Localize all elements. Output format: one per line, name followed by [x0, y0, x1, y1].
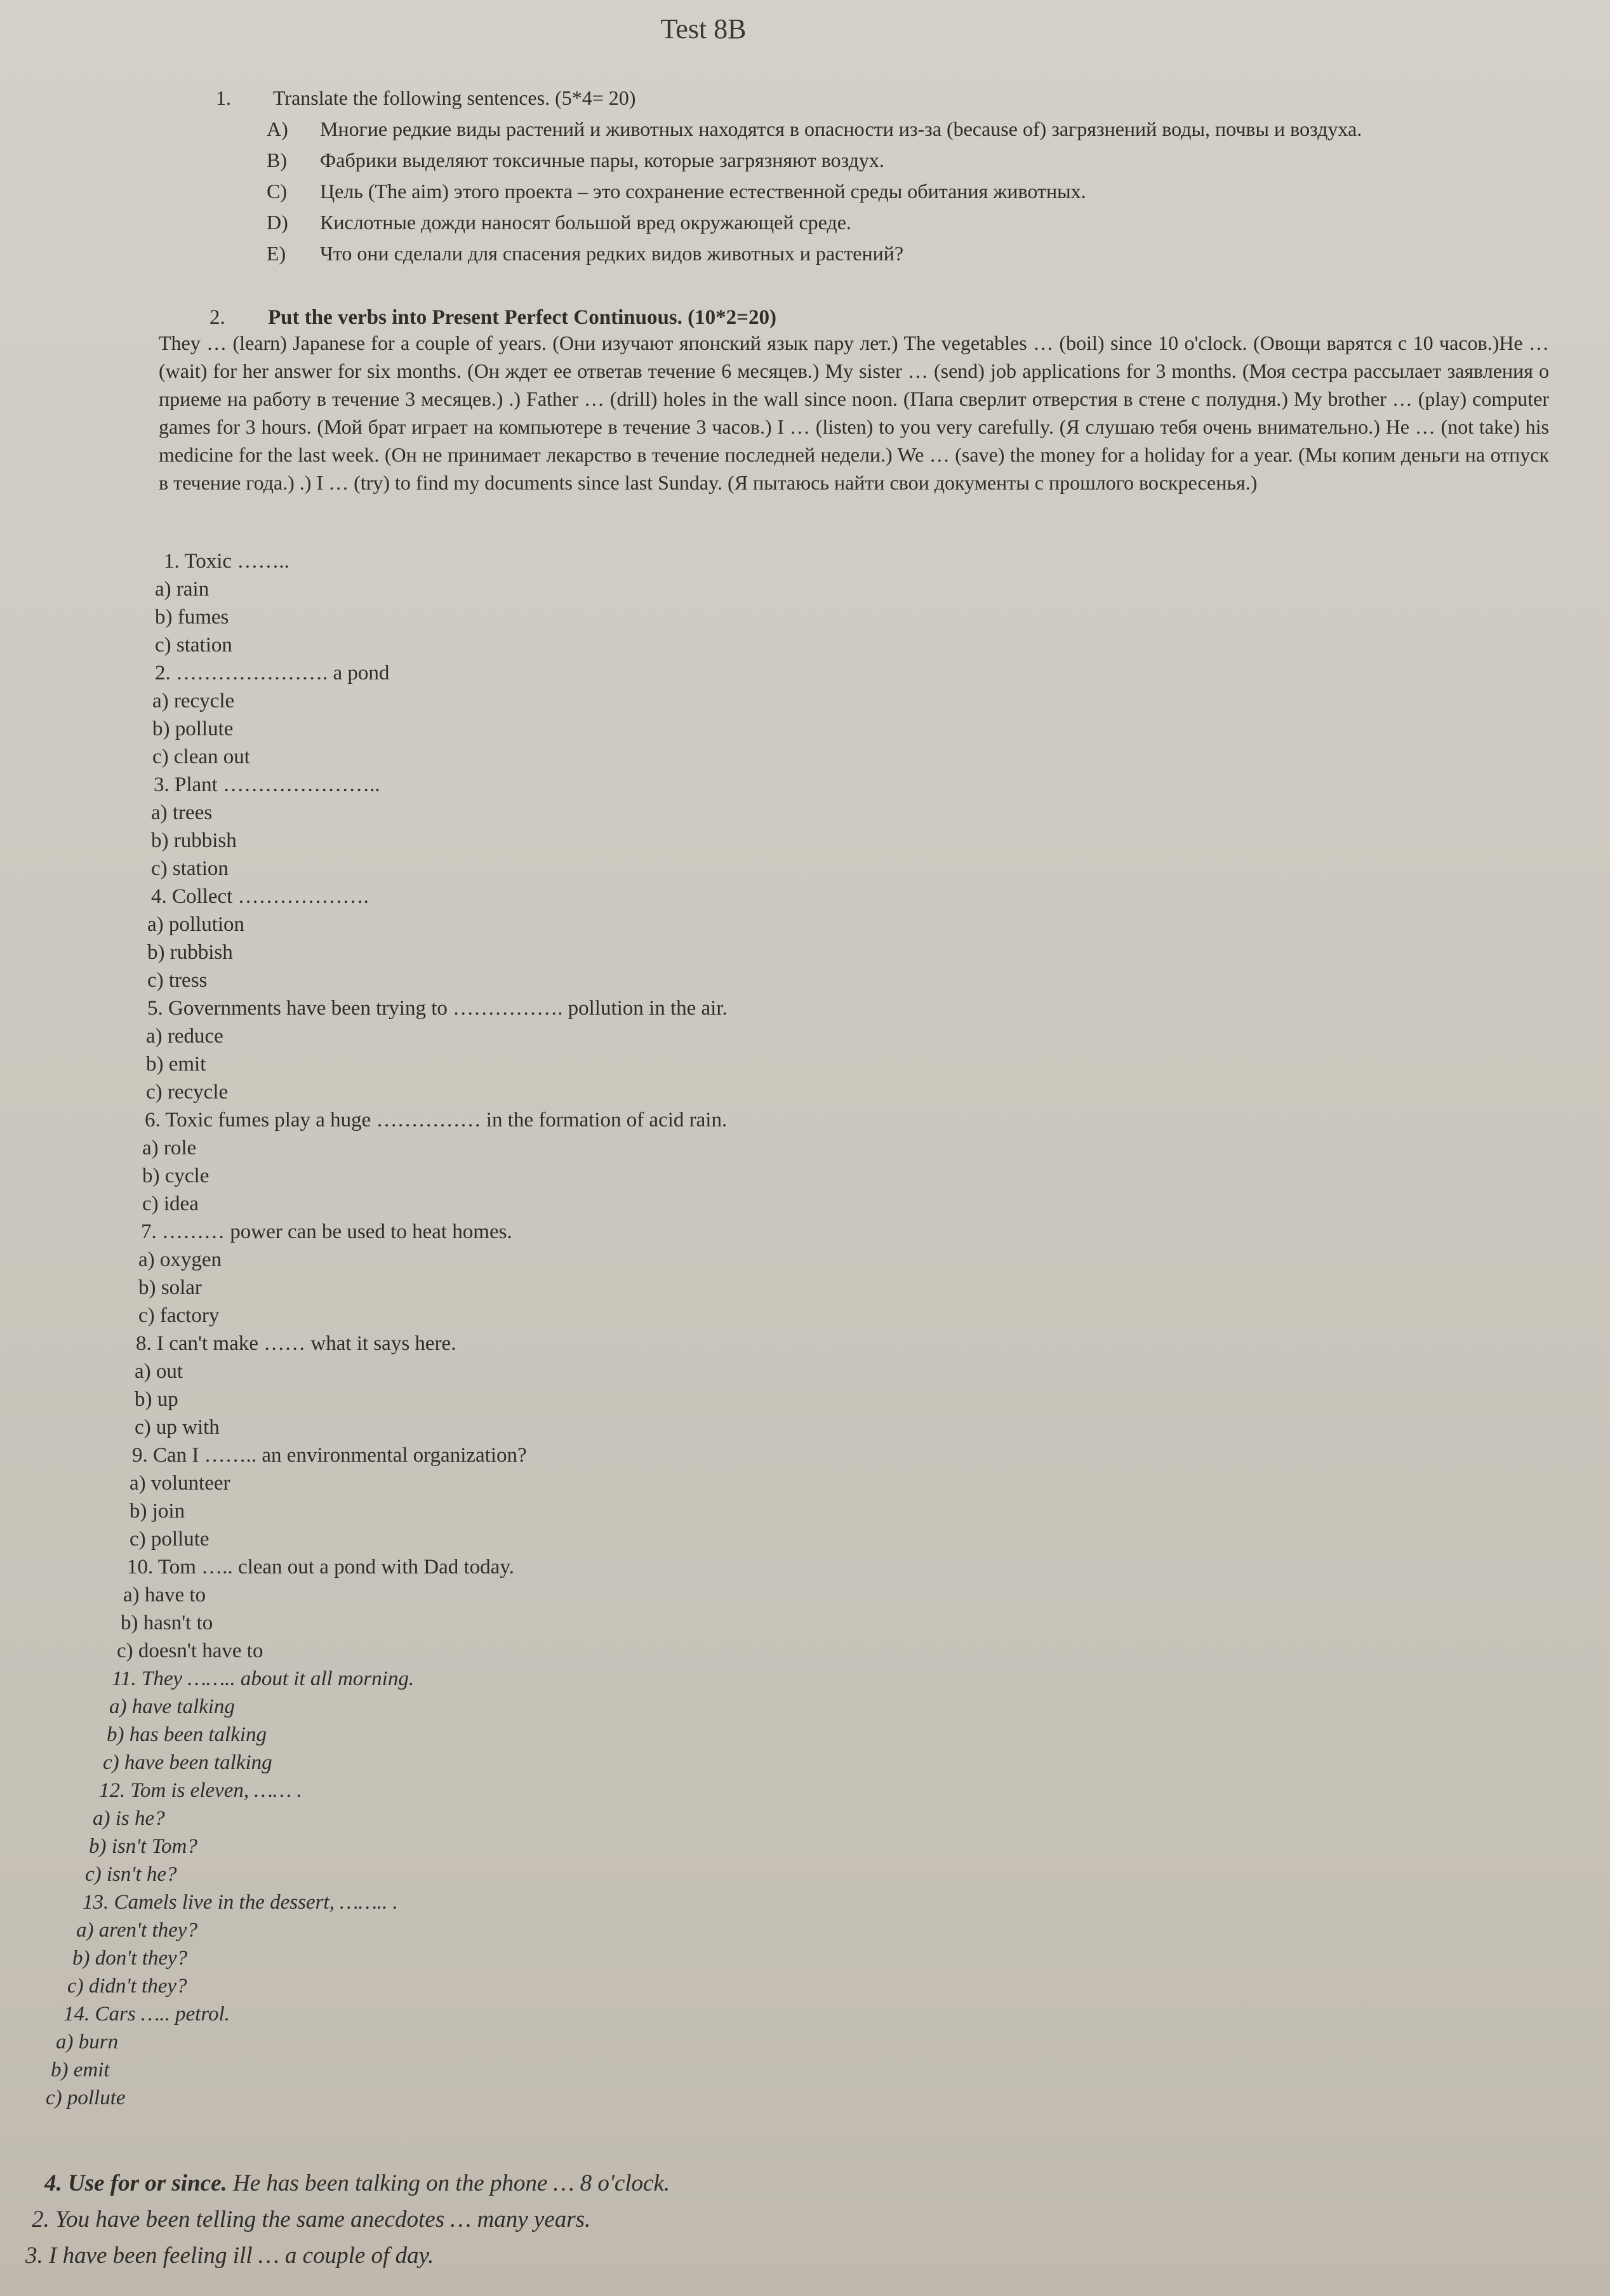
- answer-option: a) oxygen: [138, 1248, 222, 1271]
- question-block: [0, 771, 889, 883]
- question-text: 9. Can I …….. an environmental organization?: [132, 1444, 527, 1467]
- translate-items: [267, 114, 1562, 269]
- answer-option: c) clean out: [152, 745, 250, 768]
- multiple-choice-quiz: [0, 547, 889, 2112]
- answer-option: a) reduce: [146, 1025, 223, 1048]
- question-text: 11. They …….. about it all morning.: [112, 1667, 415, 1690]
- question-block: [0, 1441, 889, 1553]
- section-4-label: 4. Use for or since.: [44, 2170, 227, 2196]
- answer-option: a) out: [135, 1360, 183, 1383]
- answer-option: a) is he?: [93, 1807, 165, 1830]
- item-letter: B): [267, 149, 287, 171]
- answer-option: b) don't they?: [72, 1947, 188, 1970]
- answer-option: c) up with: [135, 1416, 220, 1439]
- section-translate: [216, 83, 1562, 269]
- for-since-line: 2. You have been telling the same anecdotes … many years.: [32, 2206, 591, 2233]
- answer-option: b) pollute: [152, 718, 234, 740]
- answer-option: a) pollution: [147, 913, 245, 936]
- answer-option: b) emit: [51, 2059, 110, 2081]
- answer-option: b) join: [130, 1500, 185, 1523]
- translate-item: [267, 114, 1562, 145]
- answer-option: c) have been talking: [103, 1751, 272, 1774]
- for-since-line: [44, 2165, 914, 2201]
- question-block: [0, 1665, 889, 1777]
- question-text: 2. …………………. a pond: [155, 662, 390, 684]
- question-block: [0, 994, 889, 1106]
- answer-option: c) idea: [142, 1192, 199, 1215]
- item-letter: D): [267, 211, 288, 234]
- question-text: 6. Toxic fumes play a huge …………… in the formation of acid rain.: [145, 1109, 728, 1131]
- item-letter: C): [267, 180, 287, 203]
- answer-option: b) fumes: [155, 606, 229, 629]
- question-text: 12. Tom is eleven, …… .: [99, 1779, 302, 1802]
- answer-option: b) emit: [146, 1053, 206, 1076]
- section-1-heading: [216, 83, 1562, 114]
- answer-option: a) volunteer: [130, 1472, 230, 1495]
- translate-item: [267, 238, 1562, 269]
- question-text: 5. Governments have been trying to ……………. pollution in the air.: [147, 997, 728, 1020]
- for-since-line: 3. I have been feeling ill … a couple of day.: [25, 2243, 434, 2269]
- answer-option: c) factory: [138, 1304, 220, 1327]
- answer-option: c) doesn't have to: [117, 1639, 263, 1662]
- answer-option: a) rain: [155, 578, 210, 601]
- answer-option: b) hasn't to: [121, 1612, 213, 1634]
- answer-option: c) pollute: [130, 1528, 210, 1551]
- translate-item: [267, 176, 1562, 207]
- section-2-heading: [210, 306, 776, 330]
- answer-option: c) recycle: [146, 1081, 229, 1104]
- answer-option: b) cycle: [142, 1165, 210, 1187]
- answer-option: a) have to: [123, 1584, 206, 1606]
- question-text: 10. Tom ….. clean out a pond with Dad today.: [127, 1556, 514, 1578]
- item-letter: A): [267, 117, 288, 140]
- question-block: [0, 1218, 889, 1330]
- question-block: [0, 1553, 889, 1665]
- item-text: Многие редкие виды растений и животных находятся в опасности из-за (because of) загрязнений воды, почвы и воздуха.: [320, 117, 1362, 140]
- for-since-sentence: He has been talking on the phone … 8 o'clock.: [233, 2170, 670, 2196]
- answer-option: a) recycle: [152, 690, 235, 712]
- section-1-title: Translate the following sentences. (5*4= 20): [273, 86, 636, 109]
- item-letter: E): [267, 242, 286, 265]
- translate-item: [267, 207, 1562, 238]
- question-block: [0, 1777, 889, 1888]
- answer-option: c) station: [155, 634, 232, 657]
- item-text: Цель (The aim) этого проекта – это сохранение естественной среды обитания животных.: [320, 180, 1086, 203]
- translate-item: [267, 145, 1562, 176]
- answer-option: c) isn't he?: [85, 1863, 177, 1886]
- section-2-title: Put the verbs into Present Perfect Continuous. (10*2=20): [268, 306, 776, 329]
- question-block: [0, 1106, 889, 1218]
- section-1-number: 1.: [216, 86, 231, 109]
- item-text: Кислотные дожди наносят большой вред окружающей среде.: [320, 211, 851, 234]
- question-block: [0, 2000, 889, 2112]
- section-2-number: 2.: [210, 306, 225, 329]
- question-text: 14. Cars ….. petrol.: [63, 2003, 230, 2026]
- answer-option: c) pollute: [46, 2086, 126, 2109]
- question-block: [0, 659, 889, 771]
- item-text: Что они сделали для спасения редких видов животных и растений?: [320, 242, 904, 265]
- question-block: [0, 1888, 889, 2000]
- question-text: 7. ……… power can be used to heat homes.: [141, 1220, 512, 1243]
- section-2-paragraph: They … (learn) Japanese for a couple of years. (Они изучают японский язык пару лет.) The vegetables … (boil) since 10 o'clock. (Овощи варятся с 10 часов.)He … (wait) for her answer for six months. (Он ждет ее ответав течение 6 месяцев.) My sister … (send) job applications for 3 months. (Моя сестра рассылает заявления о приеме на работу в течение 3 месяцев.) .) Father … (drill) holes in the wall since noon. (Папа сверлит отверстия в стене с полудня.) My brother … (play) computer games for 3 hours. (Мой брат играет на компьютере в течение 3 часов.) I … (listen) to you very carefully. (Я слушаю тебя очень внимательно.) He … (not take) his medicine for the last week. (Он не принимает лекарство в течение последней недели.) We … (save) the money for a holiday for a year. (Мы копим деньги на отпуск в течение года.) .) I … (try) to find my documents since last Sunday. (Я пытаюсь найти свои документы с прошлого воскресенья.): [159, 331, 1549, 494]
- answer-option: b) solar: [138, 1276, 202, 1299]
- answer-option: a) role: [142, 1137, 197, 1159]
- question-text: 1. Toxic ……..: [164, 550, 289, 573]
- answer-option: c) tress: [147, 969, 208, 992]
- answer-option: a) have talking: [109, 1695, 235, 1718]
- answer-option: b) rubbish: [151, 829, 237, 852]
- answer-option: b) isn't Tom?: [89, 1835, 197, 1858]
- question-text: 4. Collect ……………….: [151, 885, 369, 908]
- section-for-since: [25, 2165, 914, 2274]
- answer-option: a) trees: [151, 801, 213, 824]
- answer-option: c) station: [151, 857, 229, 880]
- question-text: 13. Camels live in the dessert, …….. .: [83, 1891, 398, 1914]
- answer-option: b) has been talking: [107, 1723, 267, 1746]
- answer-option: b) rubbish: [147, 941, 233, 964]
- answer-option: c) didn't they?: [67, 1975, 187, 1998]
- question-block: [0, 1330, 889, 1441]
- item-text: Фабрики выделяют токсичные пары, которые загрязняют воздух.: [320, 149, 884, 171]
- answer-option: a) burn: [56, 2031, 119, 2053]
- question-text: 3. Plant …………………..: [154, 773, 380, 796]
- answer-option: a) aren't they?: [76, 1919, 197, 1942]
- question-block: [0, 547, 889, 659]
- page-title: Test 8B: [660, 13, 747, 44]
- question-block: [0, 883, 889, 994]
- answer-option: b) up: [135, 1388, 178, 1411]
- question-text: 8. I can't make …… what it says here.: [136, 1332, 456, 1355]
